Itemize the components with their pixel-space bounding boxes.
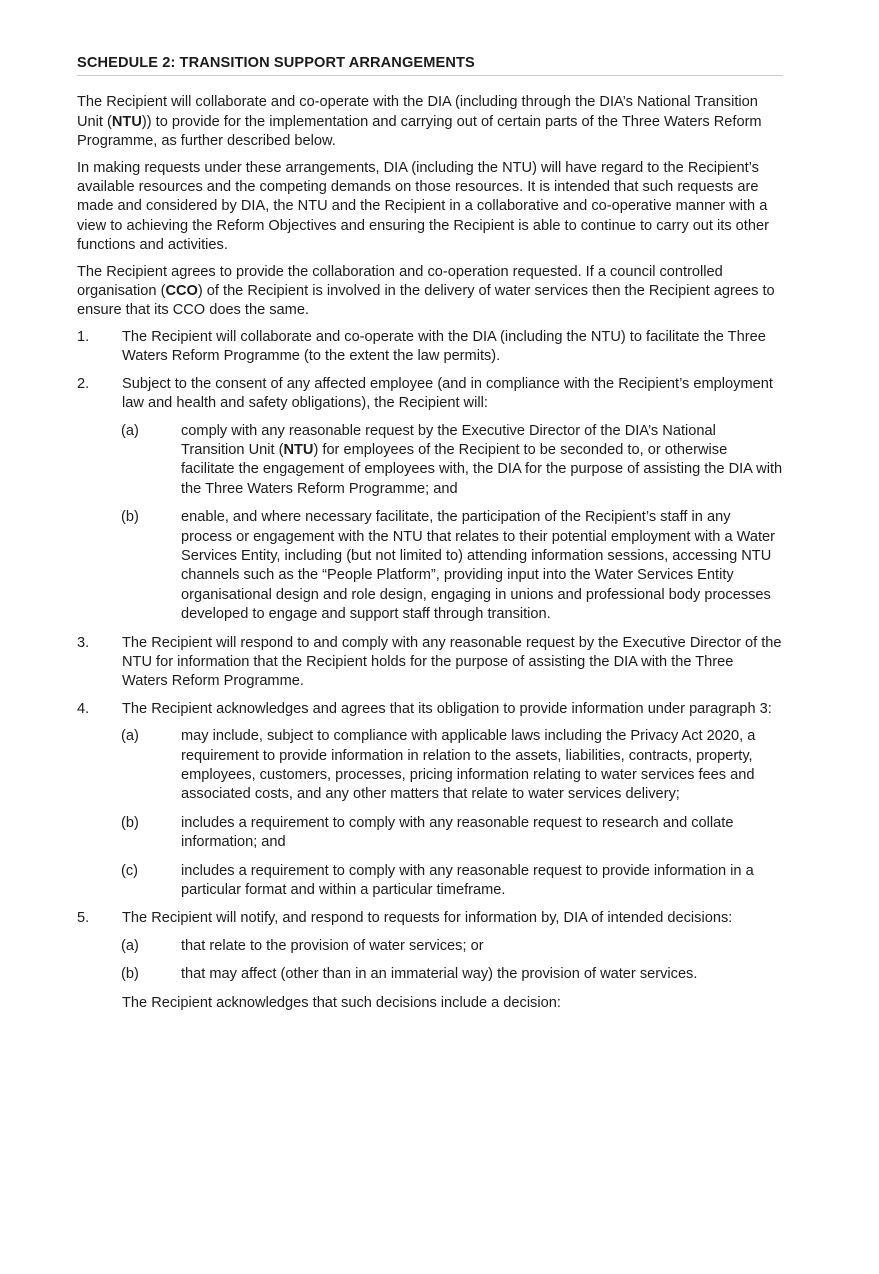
- sub-item: [77, 727, 783, 805]
- intro-defined-term: CCO: [165, 283, 198, 300]
- intro-paragraph: [77, 263, 783, 321]
- item-text: The Recipient will collaborate and co-operate with the DIA (including the NTU) to facilitate the Three Waters Reform Programme (to the extent the law permits).: [122, 328, 766, 365]
- item-text: The Recipient will notify, and respond to requests for information by, DIA of intended decisions:: [122, 910, 733, 927]
- sub-item-letter: (a): [121, 937, 139, 954]
- intro-text: In making requests under these arrangements, DIA (including the NTU) will have regard to the Recipient’s available resources and the competing demands on those resources. It is intended that such requests are made and considered by DIA, the NTU and the Recipient in a collaborative and co-operative manner with a view to achieving the Reform Objectives and ensuring the Recipient is able to continue to carry out its other functions and activities.: [77, 159, 769, 254]
- sub-item-text: enable, and where necessary facilitate, the participation of the Recipient’s staff in any process or engagement with the NTU that relates to their potential employment with a Water Services Entity, including (but not limited to) attending information sessions, accessing NTU channels such as the “People Platform”, providing input into the Water Services Entity organisational design and role design, engaging in unions and professional body processes developed to engage and support staff through transition.: [181, 509, 776, 623]
- item-text: The Recipient will respond to and comply with any reasonable request by the Executive Director of the NTU for information that the Recipient holds for the purpose of assisting the DIA with the Three Waters Reform Programme.: [122, 634, 782, 690]
- sub-item-defined-term: NTU: [283, 441, 314, 458]
- intro-section: [77, 93, 783, 320]
- item-number: 2.: [77, 375, 90, 392]
- item-text: The Recipient acknowledges and agrees that its obligation to provide information under paragraph 3:: [122, 700, 772, 717]
- numbered-item: [77, 909, 783, 928]
- intro-text: The Recipient will collaborate and co-operate with the DIA (including through the DIA’s National Transition Unit (: [77, 94, 758, 130]
- numbered-item: [77, 375, 783, 414]
- sub-item: [77, 862, 783, 901]
- numbered-item: [77, 634, 783, 692]
- item-number: 1.: [77, 328, 90, 345]
- sub-item: [77, 422, 783, 500]
- document-page: [77, 54, 783, 1020]
- sub-item: [77, 814, 783, 853]
- numbered-item: [77, 700, 783, 719]
- sub-item-text: may include, subject to compliance with applicable laws including the Privacy Act 2020, a requirement to provide information in relation to the assets, liabilities, contracts, property, employees, customers, processes, pricing information relating to water services fees and associated costs, and any other matters that relate to water services delivery;: [181, 728, 756, 803]
- schedule-heading: SCHEDULE 2: TRANSITION SUPPORT ARRANGEMENTS: [77, 54, 783, 76]
- sub-item-letter: (a): [121, 422, 139, 439]
- numbered-list: [77, 328, 783, 985]
- item-number: 5.: [77, 910, 90, 927]
- sub-item-letter: (b): [121, 814, 139, 831]
- sub-item: [77, 937, 783, 956]
- intro-paragraph: [77, 159, 783, 256]
- sub-item-letter: (a): [121, 728, 139, 745]
- intro-paragraph: [77, 93, 783, 151]
- sub-item: [77, 965, 783, 984]
- sub-item-text: that may affect (other than in an immaterial way) the provision of water services.: [181, 966, 698, 983]
- sub-item-text: that relate to the provision of water services; or: [181, 937, 484, 954]
- sub-item-text: ) for employees of the Recipient to be seconded to, or otherwise facilitate the engagement of employees with, the DIA for the purpose of assisting the DIA with the Three Waters Reform Programme; and: [181, 441, 783, 497]
- sub-item-letter: (b): [121, 966, 139, 983]
- item-number: 4.: [77, 700, 90, 717]
- intro-text: The Recipient agrees to provide the collaboration and co-operation requested. If a council controlled organisation (: [77, 263, 723, 300]
- item-number: 3.: [77, 634, 90, 651]
- sub-item: [77, 508, 783, 624]
- numbered-item: [77, 328, 783, 367]
- intro-text: ) of the Recipient is involved in the delivery of water services then the Recipient agrees to ensure that its CCO does the same.: [77, 283, 775, 319]
- sub-item-text: includes a requirement to comply with any reasonable request to research and collate information; and: [181, 814, 734, 851]
- sub-item-text: includes a requirement to comply with any reasonable request to provide information in a particular format and within a particular timeframe.: [181, 862, 754, 899]
- sub-item-letter: (b): [121, 509, 139, 526]
- item-text: Subject to the consent of any affected employee (and in compliance with the Recipient’s employment law and health and safety obligations), the Recipient will:: [122, 375, 773, 412]
- sub-item-letter: (c): [121, 862, 139, 879]
- intro-defined-term: NTU: [111, 113, 142, 130]
- intro-text: )) to provide for the implementation and carrying out of certain parts of the Three Waters Reform Programme, as further described below.: [77, 113, 762, 150]
- closing-paragraph: The Recipient acknowledges that such decisions include a decision:: [122, 994, 561, 1011]
- sub-item-text: comply with any reasonable request by the Executive Director of the DIA’s National Transition Unit (: [181, 422, 716, 458]
